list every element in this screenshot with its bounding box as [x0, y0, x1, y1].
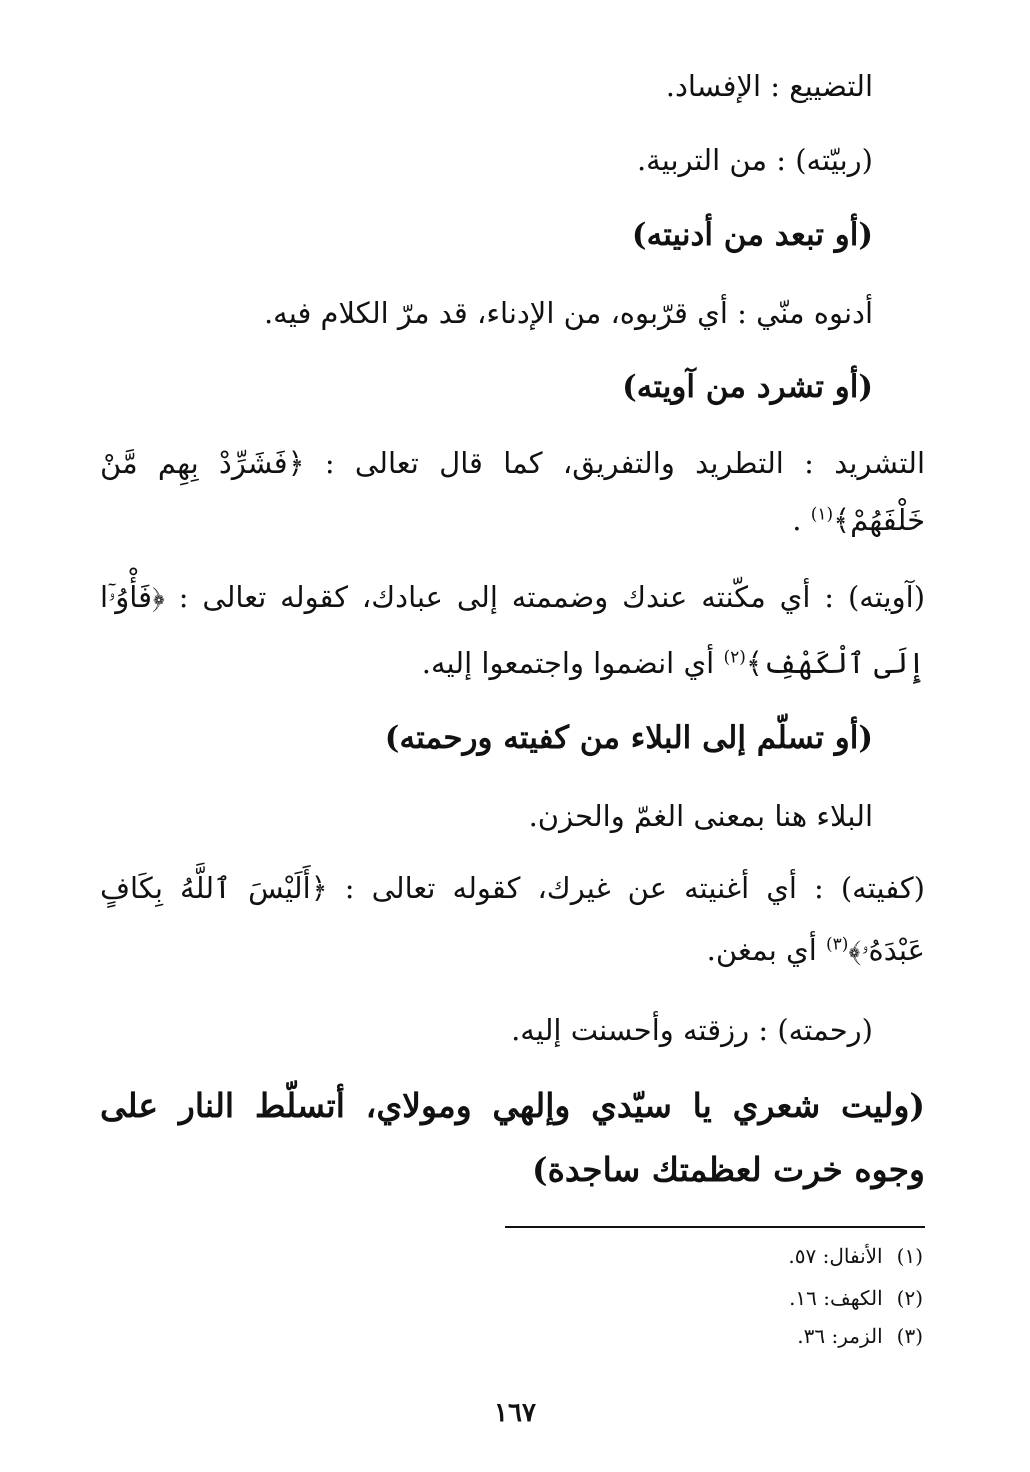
- page-number: ١٦٧: [494, 1398, 536, 1428]
- text-line-rahmatuh: [511, 1010, 873, 1050]
- text: البلاء هنا بمعنى الغمّ والحزن.: [528, 799, 873, 833]
- text: أي انضموا واجتمعوا إليه.: [421, 646, 715, 680]
- heading-text: (أو تسلّم إلى البلاء من كفيته ورحمته): [384, 720, 873, 756]
- footnote-number: (٣): [896, 1324, 923, 1348]
- quran-quote: إِلَى ٱلْكَهْفِ﴾: [745, 646, 925, 680]
- text: (آويته) : أي مكّنته عندك وضممته إلى عبادك، كقوله تعالى :: [178, 580, 926, 614]
- heading-wa-layta: [100, 1086, 925, 1126]
- quran-quote: ﴿فَأْوُۥٓا: [100, 580, 165, 614]
- footnote-text: الزمر: ٣٦.: [797, 1324, 883, 1348]
- quran-quote: عَبْدَهُۥ﴾: [848, 933, 925, 967]
- heading-text: وجوه خرت لعظمتك ساجدة): [531, 1150, 925, 1189]
- text-line-awaytuh: [100, 577, 925, 617]
- text-line-balaa: [529, 796, 873, 836]
- heading-wujooh: [532, 1150, 925, 1190]
- quran-quote: ﴿فَشَرِّدْ بِهِم مَّنْ: [100, 446, 305, 480]
- footnote-text: الكهف: ١٦.: [789, 1286, 883, 1310]
- footnote-divider: [505, 1226, 925, 1228]
- footnote-number: (٢): [896, 1286, 923, 1310]
- heading-text: (أو تبعد من أدنيته): [631, 217, 873, 253]
- text: (ربيّته) : من التربية.: [636, 143, 873, 177]
- text-line-khalfahum: [792, 500, 925, 540]
- text-line-rabbaytuh: [637, 140, 873, 180]
- heading-tashrud: [622, 367, 873, 407]
- text: (رحمته) : رزقته وأحسنت إليه.: [511, 1013, 873, 1047]
- heading-tubid: [632, 215, 873, 255]
- text-line-kafaytuh: [100, 868, 925, 908]
- text-line-adnuhu: [264, 293, 873, 333]
- text-line-abdahu: [707, 930, 925, 970]
- text-line-kahf: [422, 643, 925, 683]
- heading-text: (أو تشرد من آويته): [622, 369, 873, 405]
- text-line-tadyee: [666, 66, 873, 106]
- footnote-1: [788, 1242, 923, 1270]
- footnote-ref: (٢): [723, 647, 746, 668]
- heading-text: (وليت شعري يا سيّدي وإلهي ومولاي، أتسلّط النار على: [100, 1086, 925, 1125]
- text: التشريد : التطريد والتفريق، كما قال تعالى :: [324, 446, 926, 480]
- footnote-ref: (٣): [826, 934, 849, 955]
- quran-quote: خَلْفَهُمْ﴾: [833, 503, 925, 537]
- footnote-3: [797, 1322, 923, 1350]
- quran-quote: ﴿أَلَيْسَ ٱللَّهُ بِكَافٍ: [100, 871, 328, 905]
- footnote-2: [789, 1284, 923, 1312]
- text: أدنوه منّي : أي قرّبوه، من الإدناء، قد مرّ الكلام فيه.: [263, 296, 873, 330]
- text-line-tashreed: [100, 443, 925, 483]
- footnote-number: (١): [896, 1244, 923, 1268]
- footnote-ref: (١): [810, 504, 834, 525]
- text: (كفيته) : أي أغنيته عن غيرك، كقوله تعالى :: [344, 871, 925, 905]
- text: .: [792, 503, 802, 537]
- text: أي بمغن.: [706, 933, 817, 967]
- text: التضييع : الإفساد.: [665, 69, 873, 103]
- footnote-text: الأنفال: ٥٧.: [788, 1244, 883, 1268]
- heading-tusallim: [385, 718, 873, 758]
